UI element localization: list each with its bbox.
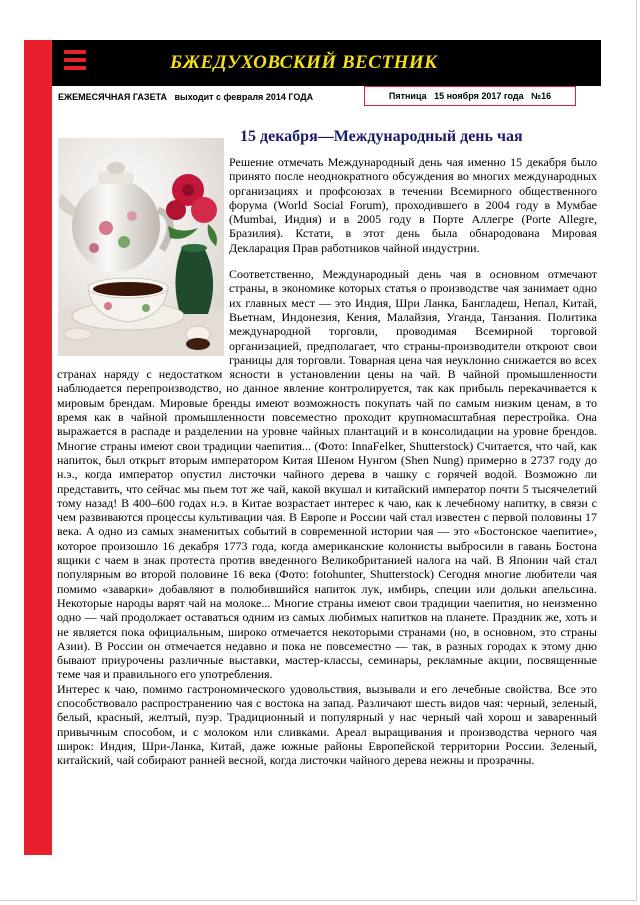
article-paragraph: Решение отмечать Международный день чая именно 15 декабря было принято после неоднократного обсуждения во многих международных организациях и профсоюзах в течении Всемирного общественного форума (World Social Forum), проходившего в 2004 году в Мумбае (Mumbai, Индия) и в 2005 году в Порте Аллегре (Porte Allegre, Бразилия). Кстати, в этот день была обнародована Мировая Декларация Прав работников чайной индустрии. bbox=[229, 155, 597, 255]
newspaper-subtitle: ЕЖЕМЕСЯЧНАЯ ГАЗЕТА выходит с февраля 2014 ГОДА bbox=[58, 92, 314, 102]
newspaper-title: БЖЕДУХОВСКИЙ ВЕСТНИК bbox=[170, 52, 438, 73]
red-side-bar bbox=[24, 40, 52, 855]
article-paragraph: Интерес к чаю, помимо гастрономического удовольствия, вызывали и его лечебные свойства. Все это способствовало распространению чая с востока на запад. Различают шесть видов чая: черный, зеленый, белый, красный, желтый, пуэр. Традиционный и популярный у нас черный чай хорош и заваренный привычным способом, и с молоком или сливками. Ареал выращивания и производства черного чая широк: Индия, Шри-Ланка, Китай, даже южные районы Европейской территории России. Зеленый, китайский, чай собирают ранней весной, когда листочки чайного дерева нежны и прозрачны. bbox=[57, 681, 597, 768]
article-paragraph: Соответственно, Международный день чая в основном отмечают страны, в экономике которых статья о производстве чая занимает одно их главных мест — это Индия, Шри Ланка, Бангладеш, Непал, Китай, Вьетнам, Индонезия, Кения, Малайзия, Уганда, Танзания. Политика международной торговли, проводимая Всемирной торговой организацией, предполагает, что страны-производители откроют свои границы для торговли. Товарная цена чая неуклонно снижается во всех странах наряду с недостатком ясности в установлении цены на чай. В чайной промышленности наблюдается перепроизводство, но данное явление контролируется, так как прибыль перекачивается к мировым брендам. Мировые бренды имеют возможность покупать чай по самым низким ценам, в то время как в чайной промышленности повсеместно проходит крупномасштабная перестройка. Она выражается в распаде и разделении на уровне чайных плантаций и в консолидации на уровне брендов. Многие страны имеют свои традиции чаепития... (Фото: InnaFelker, Shutterstock) Считается, что чай, как напиток, был открыт вторым императором Китая Шеном Нунгом (Shen Nung) примерно в 2737 году до н.э., когда император опустил листочки чайного дерева в чашку с горячей водой. Возможно ли представить, что сейчас мы пьем тот же чай, какой вкушал и китайский император почти 5 тысячелетий тому назад! В 400–600 годах н.э. в Китае возрастает интерес к чаю, как к лечебному напитку, в связи с чем развиваются процессы культивации чая. В Европе и России чай стал известен с первой половины 17 века. А одно из самых знаменитых событий в современной истории чая — это «Бостонское чаепитие», которое произошло 16 декабря 1773 года, когда американские колонисты выбросили в гавань Бостона ящики с чаем в знак протеста против введенного Великобританией налога на чай. В Японии чай стал популярным во второй половине 16 века (Фото: fotohunter, Shutterstock) Сегодня многие любители чая помимо «заварки» добавляют в полюбившийся напиток лук, имбирь, специи или дольки апельсина. Некоторые народы варят чай на молоке... Многие страны имеют свои традиции чаепития, но неизменно одно — чай продолжает оставаться одним из самых любимых напитков на планете. Праздник же, хоть и не является пока официальным, широко отмечается некоторыми странами (но, в основном, это страны Азии). В России он отмечается недавно и пока не повсеместно — так, в разных городах к этому дню бывают приурочены различные выставки, мастер-классы, семинары, рекламные акции, посвященные теме чая и правильного его употребления. bbox=[57, 267, 597, 682]
article-headline: 15 декабря—Международный день чая bbox=[240, 128, 523, 145]
article-body bbox=[57, 155, 597, 767]
hamburger-icon[interactable] bbox=[64, 50, 86, 70]
issue-date-box: Пятница 15 ноября 2017 года №16 bbox=[364, 86, 576, 106]
